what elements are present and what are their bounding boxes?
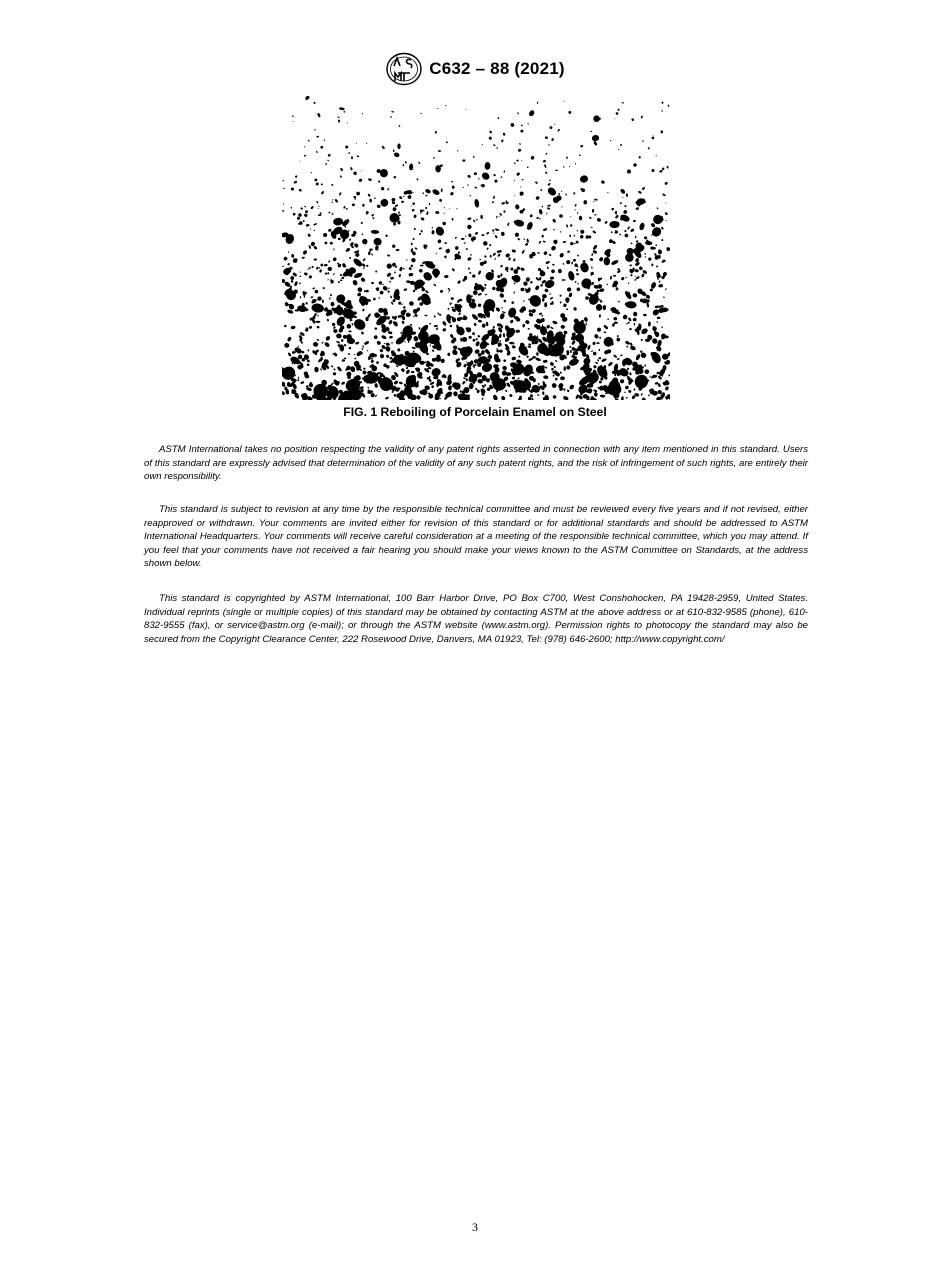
patent-notice: ASTM International takes no position respecting the validity of any patent rights asserted in connection with any item mentioned in this standard. Users of this standard are expressly advised that determination of the validity of any such patent rights, and the risk of infringement of such rights, are entirely their own responsibility.: [144, 444, 808, 483]
standard-designation: C632 – 88 (2021): [429, 59, 565, 78]
page-header: [0, 52, 950, 86]
figure-caption: FIG. 1 Reboiling of Porcelain Enamel on Steel: [343, 405, 607, 419]
figure-image: [282, 96, 670, 400]
porcelain-enamel-reboiling-image: [282, 96, 670, 400]
revision-notice: This standard is subject to revision at any time by the responsible technical committee and must be reviewed every five years and if not revised, either reapproved or withdrawn. Your comments are invited either for revision of this standard or for additional standards and should be addressed to ASTM International Headquarters. Your comments will receive careful consideration at a meeting of the responsible technical committee, which you may attend. If you feel that your comments have not received a fair hearing you should make your views known to the ASTM Committee on Standards, at the address shown below.: [144, 504, 808, 570]
page-number: 3: [472, 1220, 478, 1234]
copyright-notice: This standard is copyrighted by ASTM International, 100 Barr Harbor Drive, PO Box C700, West Conshohocken, PA 19428-2959, United States. Individual reprints (single or multiple copies) of this standard may be obtained by contacting ASTM at the above address or at 610-832-9585 (phone), 610-832-9555 (fax), or service@astm.org (e-mail); or through the ASTM website (www.astm.org). Permission rights to photocopy the standard may also be secured from the Copyright Clearance Center, 222 Rosewood Drive, Danvers, MA 01923, Tel: (978) 646-2600; http://www.copyright.com/: [144, 593, 808, 645]
astm-logo-icon: [385, 52, 423, 86]
